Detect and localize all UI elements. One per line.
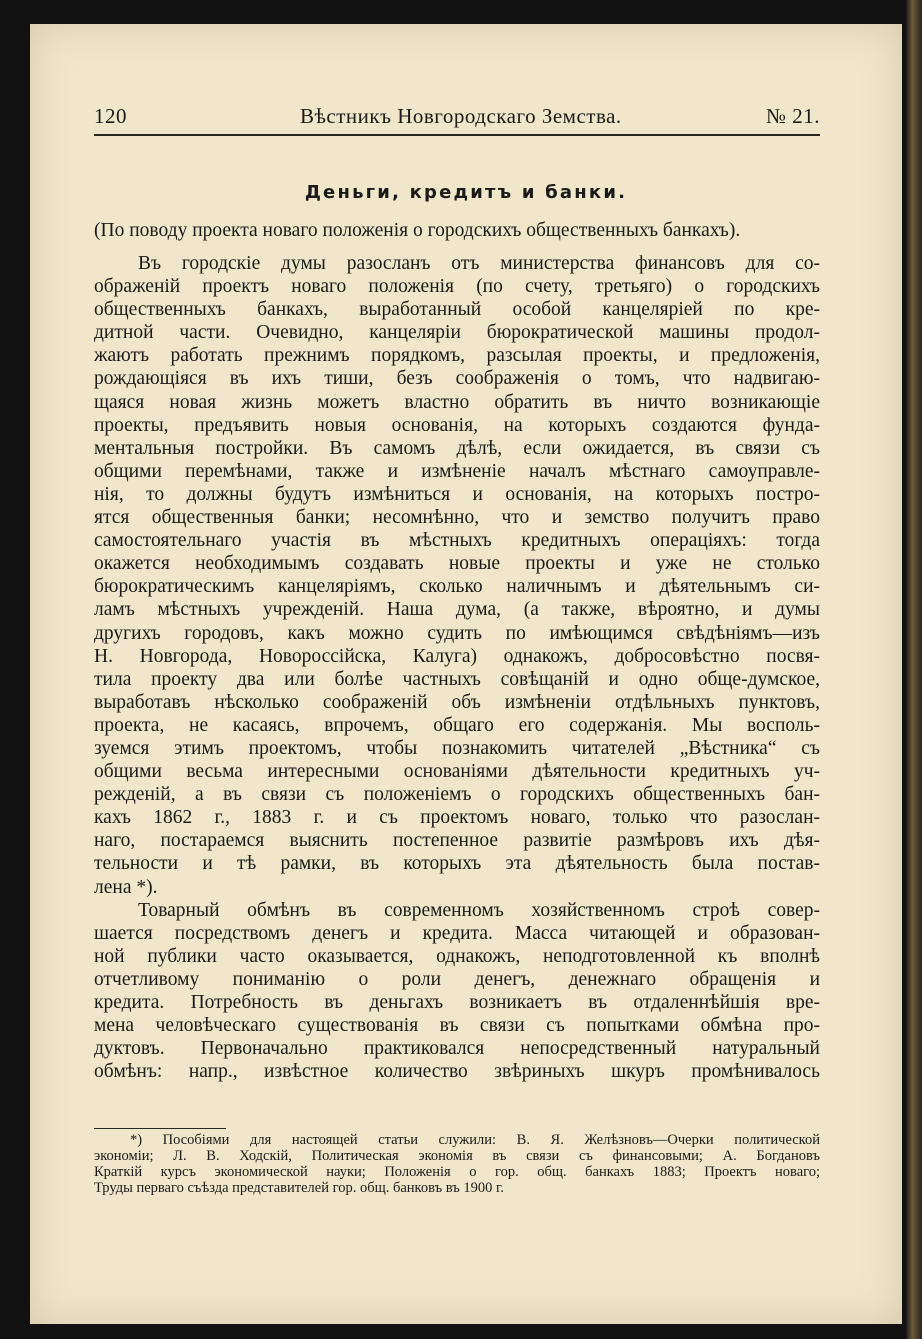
text-line: ображеній проектъ новаго положенія (по счету, третьяго) о городскихъ	[94, 276, 820, 298]
footnote-line: *) Пособіями для настоящей статьи служили: В. Я. Желѣзновъ—Очерки политической	[130, 1132, 820, 1148]
text-line: Въ городскіе думы разосланъ отъ министерства финансовъ для со-	[138, 253, 820, 274]
text-line: общественныхъ банкахъ, выработанный особой канцеляріей по кре-	[94, 299, 820, 321]
text-line: лена *).	[94, 876, 158, 898]
article-title: Деньги, кредитъ и банки.	[304, 182, 628, 203]
text-line: кредита. Потребность въ деньгахъ возникаетъ въ отдаленнѣйшія вре-	[94, 992, 820, 1013]
header-rule	[94, 134, 820, 136]
text-line: тельности и тѣ рамки, въ которыхъ эта дѣятельность была постав-	[94, 853, 820, 875]
running-header	[94, 104, 820, 138]
text-line: тила проекту два или болѣе частныхъ совѣщаній и одно обще-думское,	[94, 668, 820, 690]
text-line: наго, постараемся выяснить постепенное развитіе размѣровъ ихъ дѣя-	[94, 830, 820, 852]
footnote-line: экономіи; Л. В. Ходскій, Политическая экономія въ связи съ финансовыми; А. Богдановъ	[94, 1148, 820, 1164]
text-line: ментальныя постройки. Въ самомъ дѣлѣ, если ожидается, въ связи съ	[94, 437, 820, 459]
text-line: проекта, не касаясь, впрочемъ, общаго его содержанія. Мы восполь-	[94, 714, 820, 736]
text-line: ной публики часто оказывается, однакожъ, неподготовленной къ вполнѣ	[94, 945, 820, 967]
text-line: проекты, предъявить новыя основанія, на которыхъ создаются фунда-	[94, 414, 820, 436]
text-line: кахъ 1862 г., 1883 г. и съ проектомъ новаго, только что разослан-	[94, 807, 820, 829]
article-body	[94, 252, 820, 1083]
footnote-rule	[94, 1128, 226, 1129]
text-line: самостоятельнаго участія въ мѣстныхъ кредитныхъ операціяхъ: тогда	[94, 530, 820, 552]
text-line: зуемся этимъ проектомъ, чтобы познакомить читателей „Вѣстника“ съ	[94, 737, 820, 759]
text-line: бюрократическимъ канцеляріямъ, сколько наличнымъ и дѣятельнымъ си-	[94, 576, 820, 598]
text-line: шается посредствомъ денегъ и кредита. Масса читающей и образован-	[94, 922, 820, 944]
article-subtitle: (По поводу проекта новаго положенія о городскихъ общественныхъ банкахъ).	[94, 220, 741, 241]
text-line: рождающіяся въ ихъ тиши, безъ соображенія о томъ, что надвигаю-	[94, 368, 820, 390]
text-line: щаяся новая жизнь можетъ властно обратить въ ничто возникающіе	[94, 391, 820, 413]
journal-title: Вѣстникъ Новгородскаго Земства.	[300, 104, 622, 128]
text-line: мена человѣческаго существованія въ связи съ попытками обмѣна про-	[94, 1015, 820, 1037]
text-line: Товарный обмѣнъ въ современномъ хозяйственномъ строѣ совер-	[138, 899, 820, 921]
text-line: ламъ мѣстныхъ учрежденій. Наша дума, (а также, вѣроятно, и думы	[94, 599, 820, 621]
text-line: окажется необходимымъ создавать новые проекты и уже не столько	[94, 553, 820, 575]
text-line: нія, то должны будутъ измѣниться и основанія, на которыхъ постро-	[94, 483, 820, 505]
document-page	[30, 24, 902, 1324]
issue-number: № 21.	[765, 104, 820, 128]
text-line: режденій, а въ связи съ положеніемъ о городскихъ общественныхъ бан-	[94, 784, 820, 806]
text-line: обмѣнъ: напр., извѣстное количество звѣриныхъ шкуръ промѣнивалось	[94, 1061, 820, 1083]
text-line: отчетливому пониманію о роли денегъ, денежнаго обращенія и	[94, 968, 820, 990]
adjacent-page-edge	[906, 0, 922, 1339]
text-line: общими весьма интересными основаніями дѣятельности кредитныхъ уч-	[94, 761, 820, 783]
text-line: жаютъ работать прежнимъ порядкомъ, разсылая проекты, и предложенія,	[94, 345, 820, 367]
page-number: 120	[94, 104, 127, 128]
footnote-line: Краткій курсъ экономической науки; Положенія о гор. общ. банкахъ 1883; Проектъ новаго;	[94, 1164, 820, 1180]
text-line: общими перемѣнами, также и измѣненіе началъ мѣстнаго самоуправле-	[94, 460, 820, 482]
text-line: выработавъ нѣсколько соображеній объ измѣненіи отдѣльныхъ пунктовъ,	[94, 691, 820, 713]
footnote-line: Труды перваго съѣзда представителей гор. общ. банковъ въ 1900 г.	[94, 1180, 504, 1196]
text-line: другихъ городовъ, какъ можно судить по имѣющимся свѣдѣніямъ—изъ	[94, 622, 820, 644]
text-line: дуктовъ. Первоначально практиковался непосредственный натуральный	[94, 1038, 820, 1060]
text-line: дитной части. Очевидно, канцеляріи бюрократической машины продол-	[94, 322, 820, 344]
text-line: ятся общественныя банки; несомнѣнно, что и земство получитъ право	[94, 507, 820, 529]
footnote	[94, 1132, 820, 1196]
text-line: Н. Новгорода, Новороссійска, Калуга) однакожъ, добросовѣстно посвя-	[94, 645, 820, 667]
